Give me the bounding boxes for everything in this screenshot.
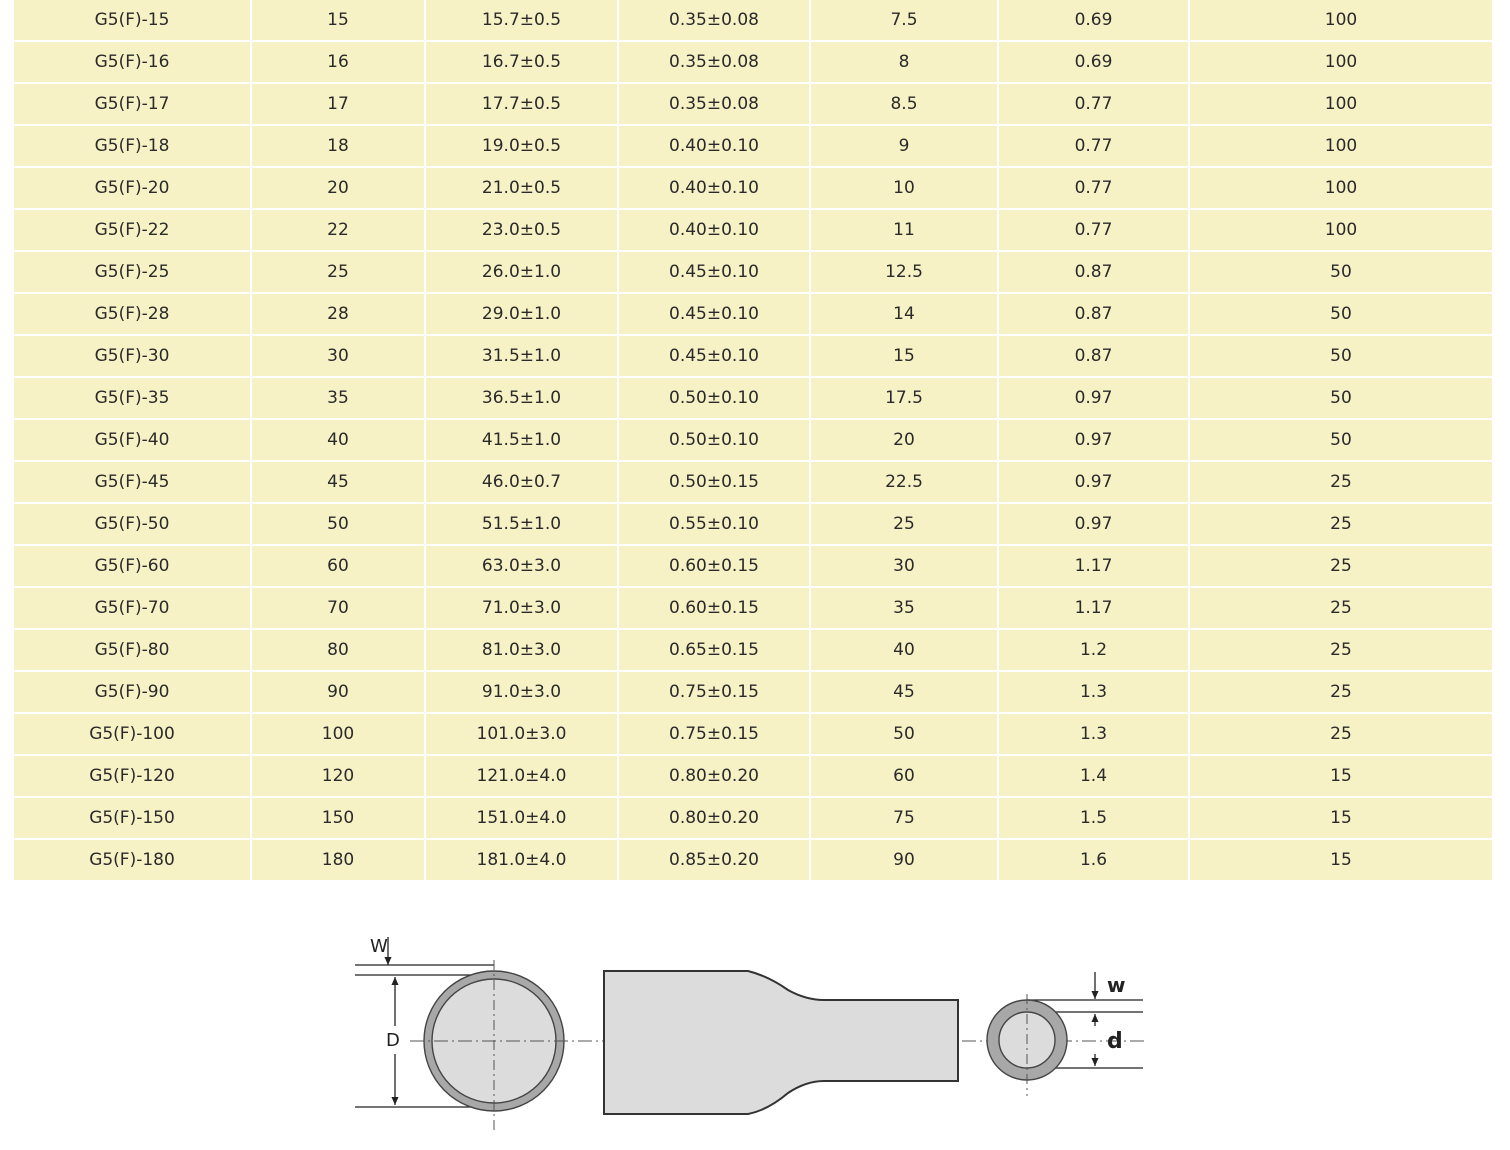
cell-wall-thickness: 0.35±0.08 (619, 84, 811, 126)
cell-recovered-id: 12.5 (811, 252, 999, 294)
cell-recovered-id: 14 (811, 294, 999, 336)
cell-recovered-wall: 1.4 (999, 756, 1190, 798)
table-row (14, 336, 1492, 378)
cell-package-qty: 25 (1190, 630, 1492, 672)
cell-recovered-wall: 0.69 (999, 0, 1190, 42)
cell-size: 90 (252, 672, 426, 714)
tube-side-profile (604, 971, 958, 1114)
cell-package-qty: 25 (1190, 504, 1492, 546)
cell-size: 20 (252, 168, 426, 210)
cell-package-qty: 15 (1190, 798, 1492, 840)
cell-recovered-wall: 1.17 (999, 588, 1190, 630)
cell-package-qty: 50 (1190, 252, 1492, 294)
cell-package-qty: 100 (1190, 126, 1492, 168)
cell-recovered-id: 9 (811, 126, 999, 168)
label-W: W (370, 936, 388, 957)
spec-table (14, 0, 1492, 882)
cell-expanded-id: 63.0±3.0 (426, 546, 619, 588)
cell-wall-thickness: 0.40±0.10 (619, 168, 811, 210)
cell-expanded-id: 26.0±1.0 (426, 252, 619, 294)
cell-package-qty: 50 (1190, 294, 1492, 336)
cell-model: G5(F)-20 (14, 168, 252, 210)
cell-wall-thickness: 0.60±0.15 (619, 546, 811, 588)
cell-size: 25 (252, 252, 426, 294)
cell-model: G5(F)-15 (14, 0, 252, 42)
cell-package-qty: 100 (1190, 210, 1492, 252)
cell-recovered-wall: 1.3 (999, 672, 1190, 714)
cell-recovered-wall: 0.97 (999, 420, 1190, 462)
cell-model: G5(F)-30 (14, 336, 252, 378)
cell-expanded-id: 19.0±0.5 (426, 126, 619, 168)
cell-package-qty: 25 (1190, 588, 1492, 630)
table-row (14, 0, 1492, 42)
cell-recovered-id: 40 (811, 630, 999, 672)
cell-size: 15 (252, 0, 426, 42)
cell-model: G5(F)-17 (14, 84, 252, 126)
cell-expanded-id: 91.0±3.0 (426, 672, 619, 714)
cell-recovered-wall: 0.77 (999, 84, 1190, 126)
cell-model: G5(F)-18 (14, 126, 252, 168)
cell-size: 45 (252, 462, 426, 504)
cell-expanded-id: 121.0±4.0 (426, 756, 619, 798)
dimension-diagram (340, 920, 1160, 1140)
cell-model: G5(F)-16 (14, 42, 252, 84)
cell-package-qty: 50 (1190, 378, 1492, 420)
cell-size: 180 (252, 840, 426, 882)
table-row (14, 210, 1492, 252)
cell-wall-thickness: 0.80±0.20 (619, 798, 811, 840)
cell-size: 35 (252, 378, 426, 420)
cell-size: 40 (252, 420, 426, 462)
table-row (14, 840, 1492, 882)
cell-package-qty: 25 (1190, 714, 1492, 756)
cell-size: 70 (252, 588, 426, 630)
cell-package-qty: 100 (1190, 0, 1492, 42)
cell-recovered-id: 25 (811, 504, 999, 546)
cell-package-qty: 50 (1190, 336, 1492, 378)
cell-recovered-id: 10 (811, 168, 999, 210)
table-row (14, 126, 1492, 168)
cell-recovered-id: 45 (811, 672, 999, 714)
table-row (14, 84, 1492, 126)
cell-model: G5(F)-100 (14, 714, 252, 756)
table-row (14, 462, 1492, 504)
cell-size: 80 (252, 630, 426, 672)
cell-expanded-id: 151.0±4.0 (426, 798, 619, 840)
cell-package-qty: 25 (1190, 462, 1492, 504)
cell-recovered-wall: 0.87 (999, 336, 1190, 378)
cell-package-qty: 100 (1190, 42, 1492, 84)
cell-recovered-id: 11 (811, 210, 999, 252)
cell-recovered-id: 20 (811, 420, 999, 462)
cell-recovered-id: 30 (811, 546, 999, 588)
cell-model: G5(F)-40 (14, 420, 252, 462)
cell-size: 18 (252, 126, 426, 168)
cell-wall-thickness: 0.75±0.15 (619, 714, 811, 756)
cell-recovered-wall: 1.6 (999, 840, 1190, 882)
cell-model: G5(F)-25 (14, 252, 252, 294)
cell-package-qty: 100 (1190, 168, 1492, 210)
cell-recovered-wall: 1.17 (999, 546, 1190, 588)
cell-recovered-id: 7.5 (811, 0, 999, 42)
cell-recovered-id: 15 (811, 336, 999, 378)
cell-package-qty: 25 (1190, 546, 1492, 588)
cell-expanded-id: 17.7±0.5 (426, 84, 619, 126)
cell-wall-thickness: 0.50±0.10 (619, 378, 811, 420)
table-row (14, 798, 1492, 840)
cell-recovered-id: 8 (811, 42, 999, 84)
cell-recovered-wall: 1.3 (999, 714, 1190, 756)
table-row (14, 504, 1492, 546)
table-row (14, 168, 1492, 210)
cell-recovered-id: 17.5 (811, 378, 999, 420)
cell-expanded-id: 41.5±1.0 (426, 420, 619, 462)
cell-wall-thickness: 0.60±0.15 (619, 588, 811, 630)
table-row (14, 294, 1492, 336)
cell-wall-thickness: 0.55±0.10 (619, 504, 811, 546)
cell-wall-thickness: 0.45±0.10 (619, 252, 811, 294)
cell-size: 28 (252, 294, 426, 336)
table-row (14, 672, 1492, 714)
label-D: D (386, 1030, 400, 1051)
table-row (14, 378, 1492, 420)
cell-size: 16 (252, 42, 426, 84)
table-row (14, 630, 1492, 672)
recovered-tube-section (987, 972, 1143, 1096)
cell-recovered-wall: 0.77 (999, 168, 1190, 210)
cell-size: 120 (252, 756, 426, 798)
cell-recovered-id: 60 (811, 756, 999, 798)
cell-recovered-wall: 0.97 (999, 504, 1190, 546)
spec-table-body (14, 0, 1492, 882)
cell-recovered-wall: 0.97 (999, 378, 1190, 420)
table-row (14, 252, 1492, 294)
cell-wall-thickness: 0.40±0.10 (619, 126, 811, 168)
cell-recovered-wall: 0.77 (999, 126, 1190, 168)
label-w: w (1107, 973, 1126, 997)
cell-size: 50 (252, 504, 426, 546)
cell-wall-thickness: 0.75±0.15 (619, 672, 811, 714)
cell-wall-thickness: 0.50±0.15 (619, 462, 811, 504)
table-row (14, 546, 1492, 588)
cell-recovered-id: 50 (811, 714, 999, 756)
cell-model: G5(F)-50 (14, 504, 252, 546)
table-row (14, 588, 1492, 630)
cell-package-qty: 15 (1190, 840, 1492, 882)
cell-size: 22 (252, 210, 426, 252)
table-row (14, 756, 1492, 798)
table-row (14, 420, 1492, 462)
cell-recovered-wall: 0.87 (999, 294, 1190, 336)
cell-model: G5(F)-150 (14, 798, 252, 840)
cell-recovered-wall: 0.69 (999, 42, 1190, 84)
cell-expanded-id: 81.0±3.0 (426, 630, 619, 672)
cell-model: G5(F)-80 (14, 630, 252, 672)
cell-recovered-id: 35 (811, 588, 999, 630)
cell-expanded-id: 16.7±0.5 (426, 42, 619, 84)
cell-expanded-id: 36.5±1.0 (426, 378, 619, 420)
cell-expanded-id: 29.0±1.0 (426, 294, 619, 336)
cell-wall-thickness: 0.80±0.20 (619, 756, 811, 798)
cell-recovered-wall: 1.2 (999, 630, 1190, 672)
cell-recovered-wall: 0.97 (999, 462, 1190, 504)
expanded-tube-section (355, 936, 564, 1132)
cell-expanded-id: 46.0±0.7 (426, 462, 619, 504)
cell-recovered-wall: 0.77 (999, 210, 1190, 252)
cell-model: G5(F)-70 (14, 588, 252, 630)
cell-recovered-id: 22.5 (811, 462, 999, 504)
cell-package-qty: 50 (1190, 420, 1492, 462)
cell-expanded-id: 31.5±1.0 (426, 336, 619, 378)
cell-model: G5(F)-60 (14, 546, 252, 588)
cell-model: G5(F)-35 (14, 378, 252, 420)
cell-model: G5(F)-180 (14, 840, 252, 882)
table-row (14, 42, 1492, 84)
cell-model: G5(F)-22 (14, 210, 252, 252)
cell-model: G5(F)-120 (14, 756, 252, 798)
cell-package-qty: 15 (1190, 756, 1492, 798)
cell-size: 30 (252, 336, 426, 378)
cell-size: 17 (252, 84, 426, 126)
cell-model: G5(F)-45 (14, 462, 252, 504)
label-d: d (1107, 1029, 1123, 1054)
cell-wall-thickness: 0.45±0.10 (619, 336, 811, 378)
cell-wall-thickness: 0.40±0.10 (619, 210, 811, 252)
cell-recovered-id: 8.5 (811, 84, 999, 126)
cell-wall-thickness: 0.45±0.10 (619, 294, 811, 336)
cell-size: 60 (252, 546, 426, 588)
table-row (14, 714, 1492, 756)
cell-recovered-id: 75 (811, 798, 999, 840)
cell-size: 100 (252, 714, 426, 756)
cell-model: G5(F)-90 (14, 672, 252, 714)
cell-expanded-id: 101.0±3.0 (426, 714, 619, 756)
cell-expanded-id: 15.7±0.5 (426, 0, 619, 42)
cell-wall-thickness: 0.50±0.10 (619, 420, 811, 462)
cell-size: 150 (252, 798, 426, 840)
cell-expanded-id: 23.0±0.5 (426, 210, 619, 252)
cell-wall-thickness: 0.35±0.08 (619, 42, 811, 84)
cell-wall-thickness: 0.85±0.20 (619, 840, 811, 882)
cell-recovered-wall: 0.87 (999, 252, 1190, 294)
cell-package-qty: 100 (1190, 84, 1492, 126)
cell-recovered-wall: 1.5 (999, 798, 1190, 840)
cell-wall-thickness: 0.35±0.08 (619, 0, 811, 42)
cell-recovered-id: 90 (811, 840, 999, 882)
cell-package-qty: 25 (1190, 672, 1492, 714)
cell-expanded-id: 51.5±1.0 (426, 504, 619, 546)
cell-model: G5(F)-28 (14, 294, 252, 336)
cell-expanded-id: 181.0±4.0 (426, 840, 619, 882)
cell-wall-thickness: 0.65±0.15 (619, 630, 811, 672)
cell-expanded-id: 71.0±3.0 (426, 588, 619, 630)
cell-expanded-id: 21.0±0.5 (426, 168, 619, 210)
